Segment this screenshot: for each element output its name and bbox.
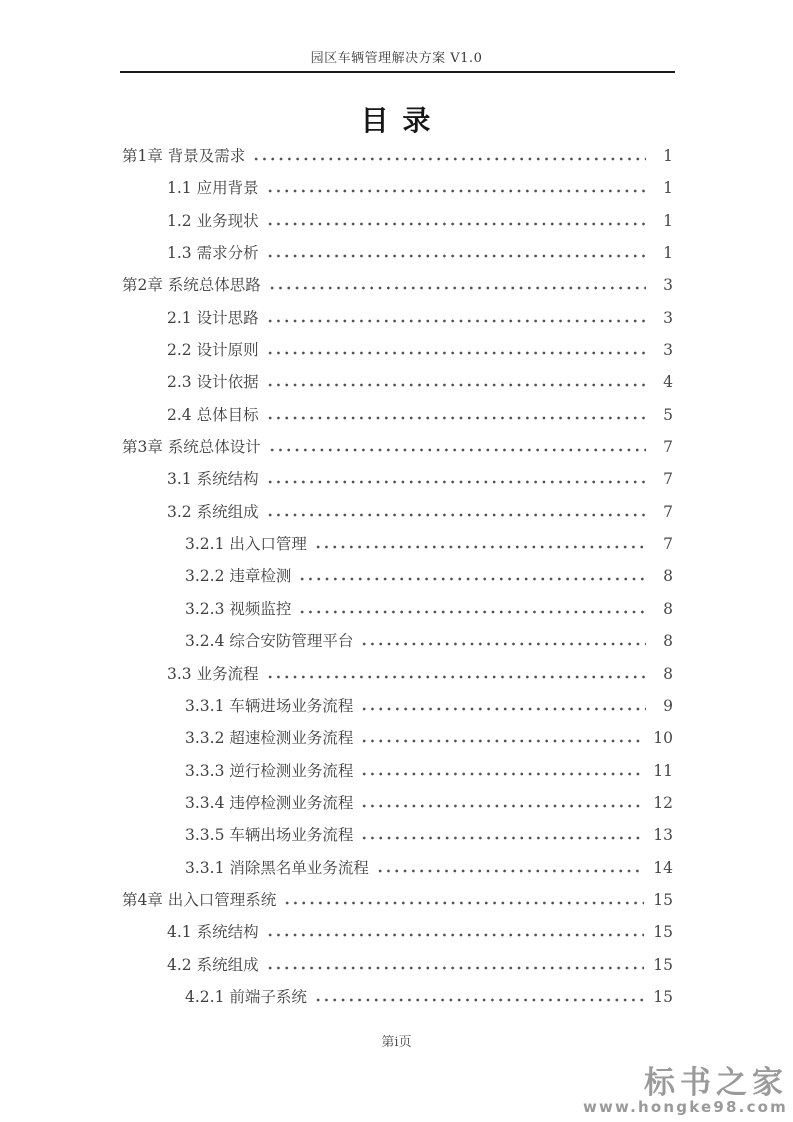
watermark-url: www.hongke98.com xyxy=(582,1098,788,1117)
toc-entry-label: 1.2 业务现状 xyxy=(167,211,259,230)
toc-entry-page: 7 xyxy=(663,535,673,554)
toc-entry[interactable] xyxy=(122,722,673,754)
dot-leader xyxy=(314,545,646,549)
toc-entry-label: 2.2 设计原则 xyxy=(167,341,259,360)
toc-entry-label: 2.1 设计思路 xyxy=(167,308,259,327)
toc-entry-label: 3.1 系统结构 xyxy=(167,470,259,489)
toc-entry-label: 3.2 系统组成 xyxy=(167,502,259,521)
toc-entry-label: 3.2.1 出入口管理 xyxy=(185,535,307,554)
toc-entry[interactable] xyxy=(122,690,673,722)
page-number-footer: 第i页 xyxy=(381,1035,412,1050)
toc-entry-label: 3.3.4 违停检测业务流程 xyxy=(185,793,354,812)
toc-entry-label: 2.3 设计依据 xyxy=(167,373,259,392)
dot-leader xyxy=(266,933,645,937)
dot-leader xyxy=(266,351,646,355)
dot-leader xyxy=(360,739,644,743)
toc-entry-page: 15 xyxy=(653,923,673,942)
dot-leader xyxy=(298,577,646,581)
dot-leader xyxy=(266,675,646,679)
toc-entry[interactable] xyxy=(122,884,673,916)
toc-entry[interactable] xyxy=(122,366,673,398)
toc-entry[interactable] xyxy=(122,787,673,819)
toc-entry-page: 8 xyxy=(663,664,673,683)
toc-entry-page: 5 xyxy=(663,405,673,424)
toc-entry-page: 1 xyxy=(663,211,673,230)
toc-entry-label: 1.3 需求分析 xyxy=(167,244,259,263)
toc-list xyxy=(122,140,673,1013)
dot-leader xyxy=(266,966,645,970)
toc-entry[interactable] xyxy=(122,625,673,657)
toc-entry-page: 15 xyxy=(653,890,673,909)
dot-leader xyxy=(266,254,646,258)
toc-entry-page: 10 xyxy=(653,729,673,748)
toc-entry-page: 3 xyxy=(663,341,673,360)
header-divider xyxy=(120,71,675,73)
toc-entry-label: 第1章 背景及需求 xyxy=(122,147,246,165)
dot-leader xyxy=(376,869,644,873)
toc-entry[interactable] xyxy=(122,528,673,560)
toc-entry[interactable] xyxy=(122,172,673,204)
watermark-brand-logo: 标书之家 xyxy=(644,1064,788,1101)
toc-entry-label: 3.3.1 车辆进场业务流程 xyxy=(185,696,354,715)
toc-entry[interactable] xyxy=(122,334,673,366)
watermark xyxy=(582,1064,788,1117)
toc-entry[interactable] xyxy=(122,205,673,237)
dot-leader xyxy=(266,416,646,420)
toc-entry-page: 15 xyxy=(653,955,673,974)
toc-entry-label: 3.2.3 视频监控 xyxy=(185,599,292,618)
toc-entry-page: 9 xyxy=(663,696,673,715)
toc-entry[interactable] xyxy=(122,560,673,592)
dot-leader xyxy=(266,319,646,323)
toc-entry-page: 11 xyxy=(653,761,673,780)
toc-entry-label: 3.2.2 违章检测 xyxy=(185,567,292,586)
toc-entry-label: 2.4 总体目标 xyxy=(167,405,259,424)
toc-entry-label: 第3章 系统总体设计 xyxy=(122,438,261,457)
dot-leader xyxy=(266,513,646,517)
dot-leader xyxy=(360,707,646,711)
dot-leader xyxy=(252,157,646,161)
toc-entry-label: 3.3 业务流程 xyxy=(167,664,259,683)
dot-leader xyxy=(266,222,646,226)
toc-entry[interactable] xyxy=(122,399,673,431)
toc-entry[interactable] xyxy=(122,949,673,981)
dot-leader xyxy=(314,998,644,1002)
dot-leader xyxy=(266,480,646,484)
dot-leader xyxy=(266,383,646,387)
toc-entry-label: 4.2.1 前端子系统 xyxy=(185,987,307,1006)
page-header-title: 园区车辆管理解决方案 V1.0 xyxy=(310,51,483,66)
dot-leader xyxy=(298,610,646,614)
toc-entry-page: 8 xyxy=(663,632,673,651)
toc-entry-page: 3 xyxy=(663,276,673,295)
toc-entry[interactable] xyxy=(122,658,673,690)
toc-entry-page: 13 xyxy=(653,826,673,845)
toc-entry-label: 3.3.3 逆行检测业务流程 xyxy=(185,761,354,780)
toc-entry-page: 7 xyxy=(663,438,673,457)
toc-entry-page: 7 xyxy=(663,470,673,489)
toc-entry[interactable] xyxy=(122,916,673,948)
toc-entry-page: 8 xyxy=(663,599,673,618)
toc-entry-page: 1 xyxy=(663,179,673,198)
toc-entry-label: 3.3.5 车辆出场业务流程 xyxy=(185,826,354,845)
toc-entry[interactable] xyxy=(122,463,673,495)
toc-entry[interactable] xyxy=(122,593,673,625)
toc-entry-label: 3.3.2 超速检测业务流程 xyxy=(185,729,354,748)
dot-leader xyxy=(360,804,644,808)
toc-entry-label: 3.3.1 消除黑名单业务流程 xyxy=(185,858,369,877)
dot-leader xyxy=(268,448,646,452)
toc-entry-page: 12 xyxy=(653,793,673,812)
toc-entry-page: 1 xyxy=(663,244,673,263)
toc-entry[interactable] xyxy=(122,852,673,884)
toc-entry[interactable] xyxy=(122,269,673,301)
toc-entry-page: 3 xyxy=(663,308,673,327)
toc-entry-label: 第2章 系统总体思路 xyxy=(122,276,261,295)
dot-leader xyxy=(360,836,644,840)
toc-entry-label: 4.2 系统组成 xyxy=(167,955,259,974)
dot-leader xyxy=(360,642,646,646)
toc-entry[interactable] xyxy=(122,819,673,851)
toc-entry-page: 1 xyxy=(663,147,673,165)
toc-entry-label: 第4章 出入口管理系统 xyxy=(122,890,277,909)
toc-entry-label: 1.1 应用背景 xyxy=(167,179,259,198)
toc-entry[interactable] xyxy=(122,981,673,1013)
toc-entry-page: 4 xyxy=(663,373,673,392)
toc-entry[interactable] xyxy=(122,496,673,528)
toc-entry[interactable] xyxy=(122,237,673,269)
toc-entry[interactable] xyxy=(122,431,673,463)
toc-entry-label: 4.1 系统结构 xyxy=(167,923,259,942)
dot-leader xyxy=(360,772,644,776)
toc-entry-page: 14 xyxy=(653,858,673,877)
toc-entry[interactable] xyxy=(122,755,673,787)
toc-entry-label: 3.2.4 综合安防管理平台 xyxy=(185,632,354,651)
toc-entry-page: 7 xyxy=(663,502,673,521)
toc-entry-page: 15 xyxy=(653,987,673,1006)
toc-entry[interactable] xyxy=(122,140,673,172)
toc-title: 目 录 xyxy=(360,104,433,137)
dot-leader xyxy=(266,189,646,193)
dot-leader xyxy=(268,286,646,290)
toc-entry[interactable] xyxy=(122,302,673,334)
toc-entry-page: 8 xyxy=(663,567,673,586)
dot-leader xyxy=(283,901,644,905)
